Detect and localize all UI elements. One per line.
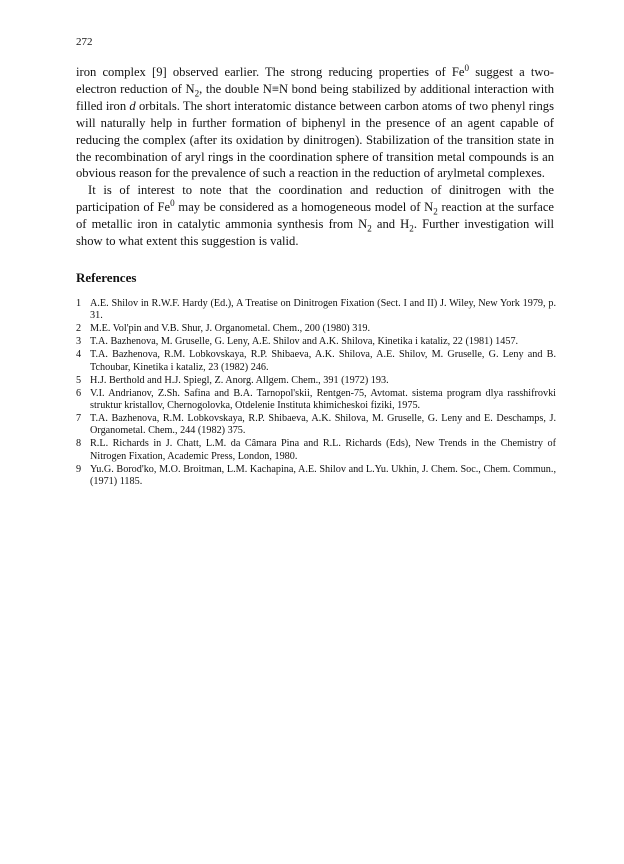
paragraph	[76, 64, 554, 182]
text-run: orbitals. The short interatomic distance between carbon atoms of two phenyl rings will naturally help in further formation of biphenyl in the presence of an agent capable of reducing the complex (after its oxidation by dinitrogen). Stabilization of the transition state in the recombination of aryl rings in the coordination sphere of transition metal compounds is an obvious reason for the prevalence of such a reaction in the reduction of arylmetal complexes.	[76, 98, 554, 181]
reference-text: T.A. Bazhenova, R.M. Lobkovskaya, R.P. Shibaeva, A.K. Shilova, M. Gruselle, G. Leny and E. Deschamps, J. Organometal. Chem., 244 (1982) 375.	[90, 413, 556, 437]
reference-number: 6	[76, 387, 82, 399]
reference-number: 2	[76, 323, 82, 335]
subscript: 2	[409, 223, 414, 234]
reference-number: 1	[76, 298, 82, 309]
text-run: iron complex [9] observed earlier. The strong reducing properties of Fe	[76, 65, 465, 79]
reference-item	[76, 464, 556, 488]
references-heading: References	[76, 270, 137, 285]
text-run: It is of interest to note that the coordination and reduction of dinitrogen with the participation of Fe	[76, 183, 554, 215]
reference-item	[76, 298, 556, 322]
text-run: reaction at the surface of metallic iron in catalytic ammonia synthesis from N	[76, 200, 555, 232]
subscript: 2	[367, 223, 372, 234]
subscript: 2	[433, 206, 438, 217]
references-list	[76, 298, 556, 489]
reference-text: T.A. Bazhenova, R.M. Lobkovskaya, R.P. Shibaeva, A.K. Shilova, A.E. Shilov, M. Gruselle, G. Leny and B. Tchoubar, Kinetika i kataliz, 23 (1982) 246.	[90, 349, 556, 373]
reference-number: 5	[76, 374, 82, 386]
reference-text: R.L. Richards in J. Chatt, L.M. da Câmara Pina and R.L. Richards (Eds), New Trends in the Chemistry of Nitrogen Fixation, Academic Press, London, 1980.	[90, 438, 556, 462]
reference-item	[76, 323, 556, 335]
reference-item	[76, 336, 556, 348]
reference-text: Yu.G. Borod'ko, M.O. Broitman, L.M. Kachapina, A.E. Shilov and L.Yu. Ukhin, J. Chem. Soc., Chem. Commun., (1971) 1185.	[90, 463, 556, 487]
reference-number: 7	[76, 413, 82, 425]
text-run: , the double N≡N bond being stabilized by additional interaction with filled iron	[76, 81, 554, 113]
reference-text: M.E. Vol'pin and V.B. Shur, J. Organometal. Chem., 200 (1980) 319.	[90, 323, 371, 335]
reference-text: A.E. Shilov in R.W.F. Hardy (Ed.), A Treatise on Dinitrogen Fixation (Sect. I and II) J. Wiley, New York 1979, p. 31.	[90, 298, 556, 322]
italic-text: d	[129, 98, 136, 113]
text-run: may be considered as a homogeneous model of N	[174, 200, 434, 215]
page-number: 272	[76, 36, 93, 48]
body-text	[76, 64, 554, 250]
reference-text: V.I. Andrianov, Z.Sh. Safina and B.A. Tarnopol'skii, Rentgen-75, Avtomat. sistema program dlya rasshifrovki struktur kristallov, Chernogolovka, Otdelenie Instituta khimicheskoi fiziki, 1975.	[90, 387, 556, 412]
paragraph	[76, 182, 554, 250]
superscript: 0	[170, 198, 175, 209]
subscript: 2	[194, 88, 200, 99]
reference-text: T.A. Bazhenova, M. Gruselle, G. Leny, A.E. Shilov and A.K. Shilova, Kinetika i kataliz, 22 (1981) 1457.	[90, 336, 519, 348]
reference-number: 4	[76, 349, 82, 361]
reference-text: H.J. Berthold and H.J. Spiegl, Z. Anorg. Allgem. Chem., 391 (1972) 193.	[90, 374, 389, 386]
reference-item	[76, 388, 556, 412]
reference-item	[76, 349, 556, 373]
text-run: . Further investigation will show to what extent this suggestion is valid.	[76, 217, 555, 249]
reference-number: 9	[76, 463, 82, 475]
text-run: suggest a two-electron reduction of N	[76, 65, 554, 96]
text-run: and H	[371, 217, 410, 232]
reference-number: 8	[76, 438, 82, 450]
reference-item	[76, 413, 556, 437]
superscript: 0	[464, 62, 470, 73]
reference-item	[76, 438, 556, 462]
reference-number: 3	[76, 336, 82, 348]
reference-item	[76, 375, 556, 387]
